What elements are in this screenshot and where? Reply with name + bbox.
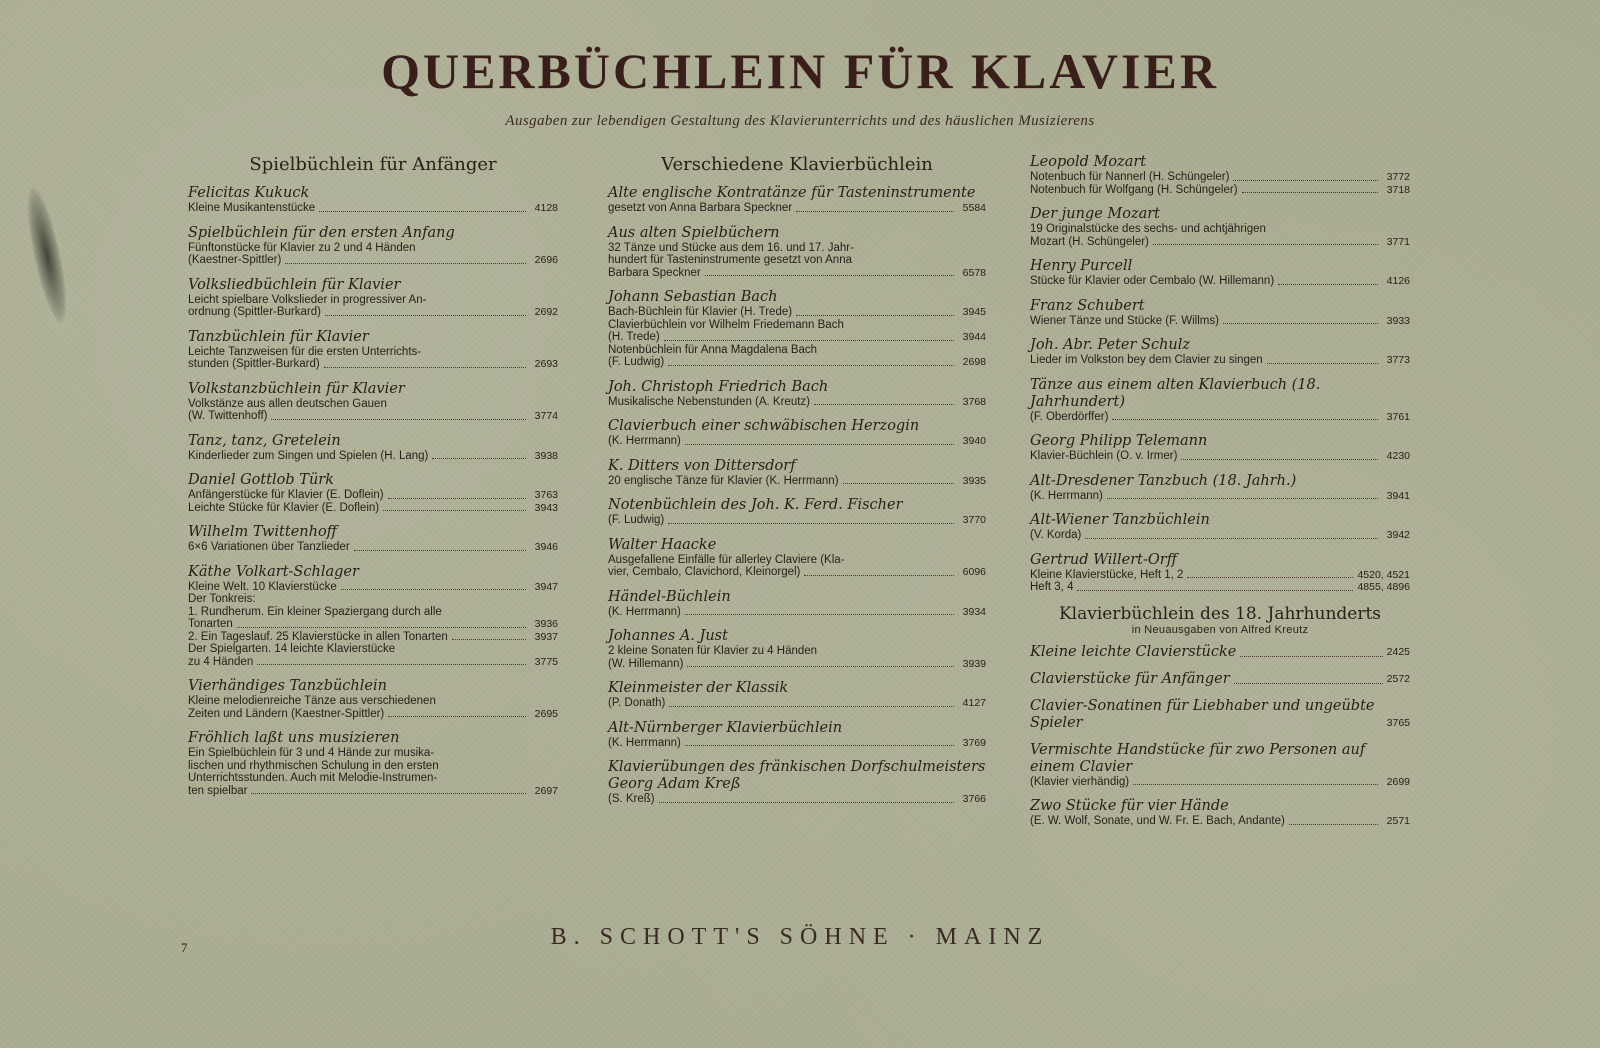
column-heading: Spielbüchlein für Anfänger xyxy=(249,154,497,175)
entry-line xyxy=(188,254,558,267)
catalog-entry xyxy=(188,433,558,463)
dot-leader xyxy=(685,614,954,615)
catalog-entry xyxy=(188,564,558,669)
entry-line xyxy=(1030,171,1410,184)
ink-smudge xyxy=(20,185,74,325)
dot-leader xyxy=(325,315,526,316)
dot-leader xyxy=(383,510,526,511)
catalog-entry xyxy=(1030,644,1410,661)
line-text: Leichte Stücke für Klavier (E. Doflein) xyxy=(188,501,380,514)
entry-line xyxy=(608,356,986,369)
line-text: Anfängerstücke für Klavier (E. Doflein) xyxy=(188,489,384,501)
catalog-entry xyxy=(1030,298,1410,328)
dot-leader xyxy=(1234,683,1383,684)
catalog-entry xyxy=(1030,552,1410,594)
line-text: (V. Korda) xyxy=(1030,529,1082,541)
entry-line xyxy=(188,306,558,319)
entry-list xyxy=(1030,154,1410,594)
line-text: (Kaestner-Spittler) xyxy=(188,254,282,266)
edition-number: 3946 xyxy=(534,541,558,553)
line-text: Ausgefallene Einfälle für allerley Claviere (Kla- xyxy=(608,553,845,566)
entry-line xyxy=(608,396,986,409)
catalog-entry xyxy=(608,185,986,215)
line-text: (W. Hillemann) xyxy=(608,657,684,670)
edition-number: 3938 xyxy=(534,449,558,462)
line-text: ordnung (Spittler-Burkard) xyxy=(188,306,321,318)
line-text: vier, Cembalo, Clavichord, Kleinorgel) xyxy=(608,566,801,578)
catalog-entry xyxy=(188,185,558,215)
line-text: (F. Oberdörffer) xyxy=(1030,410,1109,423)
edition-number: 3935 xyxy=(962,474,986,487)
catalog-entry xyxy=(188,524,558,554)
edition-number: 2698 xyxy=(962,356,986,368)
catalog-entry xyxy=(608,225,986,280)
dot-leader xyxy=(1107,498,1378,499)
line-text: Zeiten und Ländern (Kaestner-Spittler) xyxy=(188,707,385,720)
publisher-footer: B. SCHOTT'S SÖHNE · MAINZ xyxy=(550,924,1050,950)
catalog-entry xyxy=(1030,698,1410,732)
entry-line xyxy=(188,656,558,669)
dot-leader xyxy=(1112,419,1378,420)
entry-title: Franz Schubert xyxy=(1030,297,1145,314)
dot-leader xyxy=(257,664,526,665)
catalog-entry xyxy=(608,537,986,579)
dot-leader xyxy=(388,498,526,499)
line-text: (K. Herrmann) xyxy=(608,736,681,749)
entry-title: Volksliedbüchlein für Klavier xyxy=(188,276,401,293)
entry-title: Joh. Abr. Peter Schulz xyxy=(1030,337,1191,353)
edition-number: 3945 xyxy=(962,306,986,318)
edition-number: 2425 xyxy=(1386,645,1410,658)
line-text: (H. Trede) xyxy=(608,331,660,343)
entry-title: Spielbüchlein für den ersten Anfang xyxy=(188,224,455,241)
edition-number: 3941 xyxy=(1386,489,1410,502)
edition-number: 2693 xyxy=(534,358,558,370)
catalog-entry xyxy=(1030,206,1410,248)
line-text: (W. Twittenhoff) xyxy=(188,410,268,422)
edition-number: 4520, 4521 xyxy=(1357,568,1410,581)
dot-leader xyxy=(1223,323,1378,324)
edition-number: 3934 xyxy=(962,605,986,618)
catalog-entry xyxy=(1030,671,1410,688)
dot-leader xyxy=(319,211,526,212)
column-heading: Verschiedene Klavierbüchlein xyxy=(661,154,933,175)
line-text: Ein Spielbüchlein für 3 und 4 Hände zur musika- xyxy=(188,747,435,759)
line-text: 1. Rundherum. Ein kleiner Spaziergang durch alle xyxy=(188,605,442,618)
line-text: Kleine Musikantenstücke xyxy=(188,202,316,214)
dot-leader xyxy=(685,745,954,746)
catalog-entry xyxy=(1030,798,1410,828)
line-text: Lieder im Volkston bey dem Clavier zu singen xyxy=(1030,354,1263,366)
catalog-entry xyxy=(608,759,986,806)
column-verschiedene xyxy=(608,150,986,816)
entry-line xyxy=(1030,776,1410,789)
dot-leader xyxy=(1085,538,1378,539)
edition-number: 3761 xyxy=(1386,410,1410,423)
dot-leader xyxy=(796,315,954,316)
line-text: Clavierbüchlein vor Wilhelm Friedemann Bach xyxy=(608,318,844,331)
entry-line xyxy=(1030,490,1410,503)
section-entry-list xyxy=(1030,644,1410,828)
entry-title: K. Ditters von Dittersdorf xyxy=(608,457,796,474)
entry-line xyxy=(188,489,558,502)
line-text: (F. Ludwig) xyxy=(608,514,665,526)
line-text: (K. Herrmann) xyxy=(1030,489,1103,502)
edition-number: 3766 xyxy=(962,793,986,805)
entry-title: Notenbüchlein des Joh. K. Ferd. Fischer xyxy=(608,497,903,513)
edition-number: 6096 xyxy=(962,566,986,578)
line-text: Der Spielgarten. 14 leichte Klavierstücke xyxy=(188,643,396,655)
line-text: 6×6 Variationen über Tanzlieder xyxy=(188,541,350,553)
edition-number: 4230 xyxy=(1386,450,1410,462)
line-text: Notenbüchlein für Anna Magdalena Bach xyxy=(608,343,818,356)
line-text: 2. Ein Tageslauf. 25 Klavierstücke in allen Tonarten xyxy=(188,630,448,643)
edition-number: 2699 xyxy=(1386,775,1410,788)
entry-line xyxy=(1030,581,1410,594)
edition-number: 3768 xyxy=(962,395,986,408)
dot-leader xyxy=(1233,180,1378,181)
entry-line xyxy=(1030,671,1410,688)
entry-title: Der junge Mozart xyxy=(1030,206,1161,222)
catalog-entry xyxy=(1030,337,1410,367)
entry-line xyxy=(608,566,986,579)
line-text: Wiener Tänze und Stücke (F. Willms) xyxy=(1030,314,1219,327)
edition-number: 3940 xyxy=(962,435,986,447)
dot-leader xyxy=(1077,590,1353,591)
dot-leader xyxy=(1267,363,1378,364)
edition-number: 3775 xyxy=(534,655,558,668)
column-anfaenger xyxy=(188,150,558,807)
line-text: Tonarten xyxy=(188,618,233,630)
entry-title: Zwo Stücke für vier Hände xyxy=(1030,798,1229,814)
dot-leader xyxy=(251,793,526,794)
dot-leader xyxy=(804,575,954,576)
catalog-entry xyxy=(608,628,986,670)
edition-number: 3936 xyxy=(534,618,558,630)
line-text: Klavier-Büchlein (O. v. Irmer) xyxy=(1030,450,1178,462)
dot-leader xyxy=(388,716,526,717)
entry-line xyxy=(608,737,986,750)
entry-title: Alt-Wiener Tanzbüchlein xyxy=(1030,512,1210,528)
dot-leader xyxy=(685,444,954,445)
entry-line xyxy=(608,793,986,806)
dot-leader xyxy=(1187,577,1353,578)
entry-line xyxy=(608,658,986,671)
catalog-entry xyxy=(608,458,986,488)
edition-number: 2697 xyxy=(534,784,558,797)
entry-title: Alte englische Kontratänze für Tasteninstrumente xyxy=(608,185,976,201)
line-text: Kinderlieder zum Singen und Spielen (H. Lang) xyxy=(188,449,429,462)
dot-leader xyxy=(1242,192,1378,193)
edition-number: 3773 xyxy=(1386,354,1410,366)
section-heading: Klavierbüchlein des 18. Jahrhunderts xyxy=(1058,603,1382,624)
entry-title: Fröhlich laßt uns musizieren xyxy=(188,730,400,746)
line-text: (S. Kreß) xyxy=(608,793,655,805)
edition-number: 3939 xyxy=(962,657,986,670)
line-text: Musikalische Nebenstunden (A. Kreutz) xyxy=(608,395,810,408)
dot-leader xyxy=(452,639,526,640)
catalog-entry xyxy=(188,381,558,423)
line-text: (Klavier vierhändig) xyxy=(1030,775,1130,788)
line-text: Leicht spielbare Volkslieder in progressiver An- xyxy=(188,293,427,306)
entry-title: Johann Sebastian Bach xyxy=(608,289,778,305)
edition-number: 2695 xyxy=(534,707,558,720)
line-text: Leichte Tanzweisen für die ersten Unterrichts- xyxy=(188,345,422,358)
entry-line xyxy=(1030,275,1410,288)
edition-number: 2692 xyxy=(534,306,558,318)
entry-list xyxy=(188,185,558,797)
catalog-entry xyxy=(188,277,558,319)
entry-title: Henry Purcell xyxy=(1030,258,1133,274)
dot-leader xyxy=(237,627,526,628)
entry-title: Alt-Dresdener Tanzbuch (18. Jahrh.) xyxy=(1030,472,1297,489)
entry-line xyxy=(1030,644,1410,661)
edition-number: 3763 xyxy=(534,489,558,501)
page-number: 7 xyxy=(181,940,188,955)
catalog-entry xyxy=(188,730,558,797)
entry-line xyxy=(188,450,558,463)
entry-title: Vierhändiges Tanzbüchlein xyxy=(188,678,387,694)
dot-leader xyxy=(705,275,954,276)
line-text: (F. Ludwig) xyxy=(608,356,665,368)
dot-leader xyxy=(1240,656,1382,657)
dot-leader xyxy=(669,706,954,707)
catalog-entry xyxy=(1030,433,1410,463)
entry-title: Tanzbüchlein für Klavier xyxy=(188,328,369,345)
catalog-entry xyxy=(1030,377,1410,424)
entry-line xyxy=(608,606,986,619)
column-composers xyxy=(1030,154,1410,838)
entry-list xyxy=(608,185,986,806)
entry-title: Leopold Mozart xyxy=(1030,154,1147,170)
edition-number: 3943 xyxy=(534,501,558,514)
line-text: Bach-Büchlein für Klavier (H. Trede) xyxy=(608,306,793,318)
entry-line xyxy=(188,785,558,798)
line-text: Volkstänze aus allen deutschen Gauen xyxy=(188,397,387,410)
entry-line xyxy=(608,475,986,488)
line-text: Mozart (H. Schüngeler) xyxy=(1030,235,1149,248)
entry-title: Wilhelm Twittenhoff xyxy=(188,524,337,540)
entry-line xyxy=(1030,354,1410,367)
dot-leader xyxy=(668,523,954,524)
edition-number: 3942 xyxy=(1386,529,1410,541)
entry-line xyxy=(1030,569,1410,582)
edition-number: 3947 xyxy=(534,580,558,593)
catalog-entry xyxy=(188,329,558,371)
edition-number: 4855, 4896 xyxy=(1357,581,1410,593)
entry-line xyxy=(1030,411,1410,424)
line-text: Notenbuch für Wolfgang (H. Schüngeler) xyxy=(1030,183,1238,196)
line-text: ten spielbar xyxy=(188,784,248,797)
entry-line xyxy=(608,267,986,280)
edition-number: 5584 xyxy=(962,202,986,214)
line-text: stunden (Spittler-Burkard) xyxy=(188,358,320,370)
entry-line xyxy=(188,708,558,721)
entry-line xyxy=(188,541,558,554)
edition-number: 3944 xyxy=(962,331,986,343)
dot-leader xyxy=(1289,824,1378,825)
page-subtitle: Ausgaben zur lebendigen Gestaltung des Klavierunterrichts und des häuslichen Musizierens xyxy=(505,113,1095,129)
edition-number: 4127 xyxy=(962,697,986,709)
line-text: Kleine melodienreiche Tänze aus verschiedenen xyxy=(188,695,436,707)
entry-line xyxy=(608,202,986,215)
dot-leader xyxy=(1278,284,1378,285)
entry-line xyxy=(1030,698,1410,732)
dot-leader xyxy=(432,458,526,459)
entry-title: Clavierbuch einer schwäbischen Herzogin xyxy=(608,418,920,434)
line-text: Der Tonkreis: xyxy=(188,593,256,605)
line-text: Heft 3, 4 xyxy=(1030,581,1074,593)
catalog-entry xyxy=(188,678,558,720)
entry-title: Kleinmeister der Klassik xyxy=(608,680,789,696)
line-text: 20 englische Tänze für Klavier (K. Herrmann) xyxy=(608,474,839,487)
entry-line xyxy=(1030,315,1410,328)
line-text: gesetzt von Anna Barbara Speckner xyxy=(608,202,793,214)
dot-leader xyxy=(814,404,954,405)
dot-leader xyxy=(796,211,954,212)
line-text: (K. Herrmann) xyxy=(608,605,681,618)
entry-title: Tanz, tanz, Gretelein xyxy=(188,432,341,449)
entry-title: Clavier-Sonatinen für Liebhaber und ungeübte Spieler xyxy=(1030,697,1375,731)
edition-number: 2571 xyxy=(1386,815,1410,827)
entry-line xyxy=(188,202,558,215)
entry-line xyxy=(188,502,558,515)
edition-number: 3937 xyxy=(534,630,558,643)
edition-number: 3772 xyxy=(1386,171,1410,183)
entry-line xyxy=(1030,236,1410,249)
dot-leader xyxy=(1181,459,1378,460)
catalog-entry xyxy=(608,418,986,448)
entry-title: Walter Haacke xyxy=(608,536,717,553)
entry-line xyxy=(608,306,986,319)
entry-line xyxy=(188,631,558,644)
catalog-entry xyxy=(188,472,558,514)
entry-title: Clavierstücke für Anfänger xyxy=(1030,670,1230,687)
entry-title: Felicitas Kukuck xyxy=(188,185,310,201)
line-text: Fünftonstücke für Klavier zu 2 und 4 Händen xyxy=(188,241,416,254)
line-text: (K. Herrmann) xyxy=(608,435,681,447)
edition-number: 3718 xyxy=(1386,183,1410,196)
entry-title: Georg Philipp Telemann xyxy=(1030,433,1208,449)
line-text: Barbara Speckner xyxy=(608,266,701,279)
dot-leader xyxy=(843,483,954,484)
catalog-entry xyxy=(1030,154,1410,196)
line-text: (P. Donath) xyxy=(608,697,666,709)
edition-number: 3765 xyxy=(1386,716,1410,729)
entry-title: Klavierübungen des fränkischen Dorfschulmeisters Georg Adam Kreß xyxy=(608,759,986,792)
dot-leader xyxy=(271,419,526,420)
entry-line xyxy=(608,697,986,710)
edition-number: 3769 xyxy=(962,736,986,749)
entry-title: Joh. Christoph Friedrich Bach xyxy=(608,378,829,395)
entry-line xyxy=(188,358,558,371)
line-text: 32 Tänze und Stücke aus dem 16. und 17. Jahr- xyxy=(608,241,854,254)
entry-title: Tänze aus einem alten Klavierbuch (18. Jahrhundert) xyxy=(1030,376,1321,410)
edition-number: 3774 xyxy=(534,410,558,422)
entry-title: Händel-Büchlein xyxy=(608,588,731,605)
line-text: Kleine Welt. 10 Klavierstücke xyxy=(188,580,337,593)
catalog-entry xyxy=(188,225,558,267)
catalog-entry xyxy=(1030,742,1410,789)
dot-leader xyxy=(1153,244,1378,245)
dot-leader xyxy=(687,666,954,667)
catalog-entry xyxy=(1030,473,1410,503)
dot-leader xyxy=(324,367,526,368)
catalog-entry xyxy=(608,289,986,369)
entry-title: Käthe Volkart-Schlager xyxy=(188,563,359,580)
catalog-entry xyxy=(608,589,986,619)
line-text: 19 Originalstücke des sechs- und achtjährigen xyxy=(1030,223,1266,235)
edition-number: 3770 xyxy=(962,514,986,526)
entry-title: Daniel Gottlob Türk xyxy=(188,472,335,488)
catalog-entry xyxy=(608,379,986,409)
line-text: Unterrichtsstunden. Auch mit Melodie-Instrumen- xyxy=(188,772,438,784)
catalog-entry xyxy=(608,720,986,750)
entry-line xyxy=(1030,184,1410,197)
catalog-entry xyxy=(608,680,986,710)
entry-title: Johannes A. Just xyxy=(608,628,728,644)
dot-leader xyxy=(659,802,954,803)
edition-number: 3771 xyxy=(1386,235,1410,248)
entry-title: Volkstanzbüchlein für Klavier xyxy=(188,380,405,397)
edition-number: 6578 xyxy=(962,266,986,279)
edition-number: 2696 xyxy=(534,254,558,266)
catalog-entry xyxy=(1030,512,1410,542)
entry-line xyxy=(608,331,986,344)
entry-title: Gertrud Willert-Orff xyxy=(1030,551,1177,568)
line-text: zu 4 Händen xyxy=(188,655,254,668)
entry-line xyxy=(608,514,986,527)
line-text: (E. W. Wolf, Sonate, und W. Fr. E. Bach, Andante) xyxy=(1030,815,1285,827)
entry-title: Aus alten Spielbüchern xyxy=(608,224,780,241)
entry-line xyxy=(1030,450,1410,463)
catalog-entry xyxy=(608,497,986,527)
line-text: Stücke für Klavier oder Cembalo (W. Hillemann) xyxy=(1030,275,1275,287)
dot-leader xyxy=(664,340,954,341)
line-text: Kleine Klavierstücke, Heft 1, 2 xyxy=(1030,568,1184,581)
entry-title: Vermischte Handstücke für zwo Personen auf einem Clavier xyxy=(1030,741,1366,775)
dot-leader xyxy=(341,589,526,590)
edition-number: 3933 xyxy=(1386,314,1410,327)
entry-line xyxy=(608,435,986,448)
page-title: QUERBÜCHLEIN FÜR KLAVIER xyxy=(381,43,1219,99)
entry-line xyxy=(188,410,558,423)
entry-line xyxy=(188,581,558,594)
edition-number: 4128 xyxy=(534,202,558,214)
entry-line xyxy=(188,618,558,631)
dot-leader xyxy=(285,263,526,264)
entry-title: Alt-Nürnberger Klavierbüchlein xyxy=(608,719,843,736)
catalog-entry xyxy=(1030,258,1410,288)
dot-leader xyxy=(1133,784,1378,785)
dot-leader xyxy=(668,365,954,366)
line-text: Notenbuch für Nannerl (H. Schüngeler) xyxy=(1030,171,1230,183)
entry-title: Kleine leichte Clavierstücke xyxy=(1030,643,1237,660)
section-subheading: in Neuausgaben von Alfred Kreutz xyxy=(1131,623,1309,636)
edition-number: 2572 xyxy=(1386,672,1410,685)
entry-line xyxy=(1030,529,1410,542)
entry-line xyxy=(1030,815,1410,828)
dot-leader xyxy=(354,550,526,551)
line-text: lischen und rhythmischen Schulung in den ersten xyxy=(188,759,439,772)
line-text: 2 kleine Sonaten für Klavier zu 4 Händen xyxy=(608,645,818,657)
line-text: hundert für Tasteninstrumente gesetzt von Anna xyxy=(608,254,852,266)
edition-number: 4126 xyxy=(1386,275,1410,287)
